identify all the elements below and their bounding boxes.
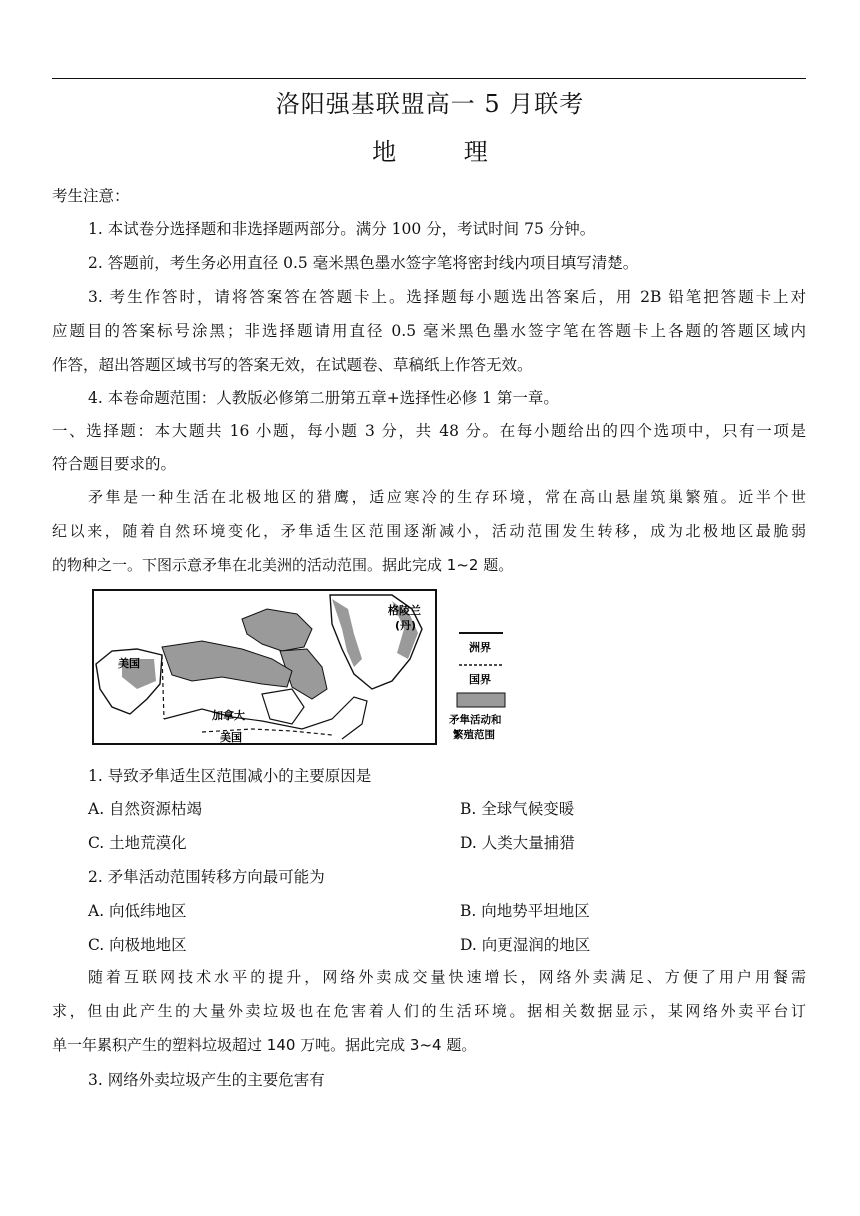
label-usa-alaska: 美国 [118, 657, 140, 670]
passage-2-line-1: 随着互联网技术水平的提升，网络外卖成交量快速增长，网络外卖满足、方便了用户用餐需 [88, 968, 806, 986]
legend-continent-label: 洲界 [469, 641, 491, 654]
notice-item-3-cont: 应题目的答案标号涂黑；非选择题请用直径 0.5 毫米黑色墨水签字笔在答题卡上各题的答题区域内 [52, 322, 806, 340]
label-canada: 加拿大 [212, 709, 245, 722]
q3-stem: 3. 网络外卖垃圾产生的主要危害有 [88, 1071, 325, 1089]
q2-option-b[interactable]: B. 向地势平坦地区 [460, 902, 590, 920]
q1-option-c[interactable]: C. 土地荒漠化 [88, 834, 187, 852]
q1-option-b[interactable]: B. 全球气候变暖 [460, 800, 575, 818]
notice-item-1: 1. 本试卷分选择题和非选择题两部分。满分 100 分，考试时间 75 分钟。 [88, 220, 596, 238]
notice-item-4: 4. 本卷命题范围：人教版必修第二册第五章+选择性必修 1 第一章。 [88, 389, 559, 407]
q2-option-c[interactable]: C. 向极地地区 [88, 936, 187, 954]
notice-heading: 考生注意： [52, 187, 130, 205]
label-usa-main: 美国 [220, 731, 242, 744]
label-greenland-sub: (丹) [395, 619, 417, 632]
section-1-heading: 一、选择题：本大题共 16 小题，每小题 3 分，共 48 分。在每小题给出的四个选项中，只有一项是 [52, 422, 806, 440]
passage-1-line-3: 的物种之一。下图示意矛隼在北美洲的活动范围。据此完成 1~2 题。 [52, 556, 514, 574]
map-legend [447, 589, 517, 745]
q2-stem: 2. 矛隼活动范围转移方向最可能为 [88, 868, 325, 886]
q2-option-a[interactable]: A. 向低纬地区 [88, 902, 187, 920]
passage-1-line-2: 纪以来，随着自然环境变化，矛隼适生区范围逐渐减小，活动范围发生转移，成为北极地区最脆弱 [52, 522, 806, 540]
exam-title: 洛阳强基联盟高一 5 月联考 [275, 90, 585, 118]
legend-range-label-1: 矛隼活动和 [449, 714, 502, 726]
legend-country-label: 国界 [469, 673, 491, 686]
notice-item-2: 2. 答题前，考生务必用直径 0.5 毫米黑色墨水签字笔将密封线内项目填写清楚。 [88, 254, 639, 272]
top-rule [52, 78, 806, 79]
subject-title: 地 理 [372, 138, 518, 166]
q1-option-a[interactable]: A. 自然资源枯竭 [88, 800, 203, 818]
section-1-heading-cont: 符合题目要求的。 [52, 455, 177, 473]
q1-stem: 1. 导致矛隼适生区范围减小的主要原因是 [88, 767, 372, 785]
notice-item-3-end: 作答，超出答题区域书写的答案无效，在试题卷、草稿纸上作答无效。 [52, 356, 533, 374]
notice-item-3: 3. 考生作答时，请将答案答在答题卡上。选择题每小题选出答案后，用 2B 铅笔把答题卡上对 [88, 288, 806, 306]
passage-2-line-3: 单一年累积产生的塑料垃圾超过 140 万吨。据此完成 3~4 题。 [52, 1036, 477, 1054]
legend-range-label-2: 繁殖范围 [453, 729, 495, 741]
q2-option-d[interactable]: D. 向更湿润的地区 [460, 936, 591, 954]
label-greenland: 格陵兰 [388, 604, 421, 617]
passage-1-line-1: 矛隼是一种生活在北极地区的猎鹰，适应寒冷的生存环境，常在高山悬崖筑巢繁殖。近半个世 [88, 488, 806, 506]
legend-range-swatch [457, 693, 505, 707]
q1-option-d[interactable]: D. 人类大量捕猎 [460, 834, 575, 852]
passage-2-line-2: 求，但由此产生的大量外卖垃圾也在危害着人们的生活环境。据相关数据显示，某网络外卖平台订 [52, 1002, 806, 1020]
